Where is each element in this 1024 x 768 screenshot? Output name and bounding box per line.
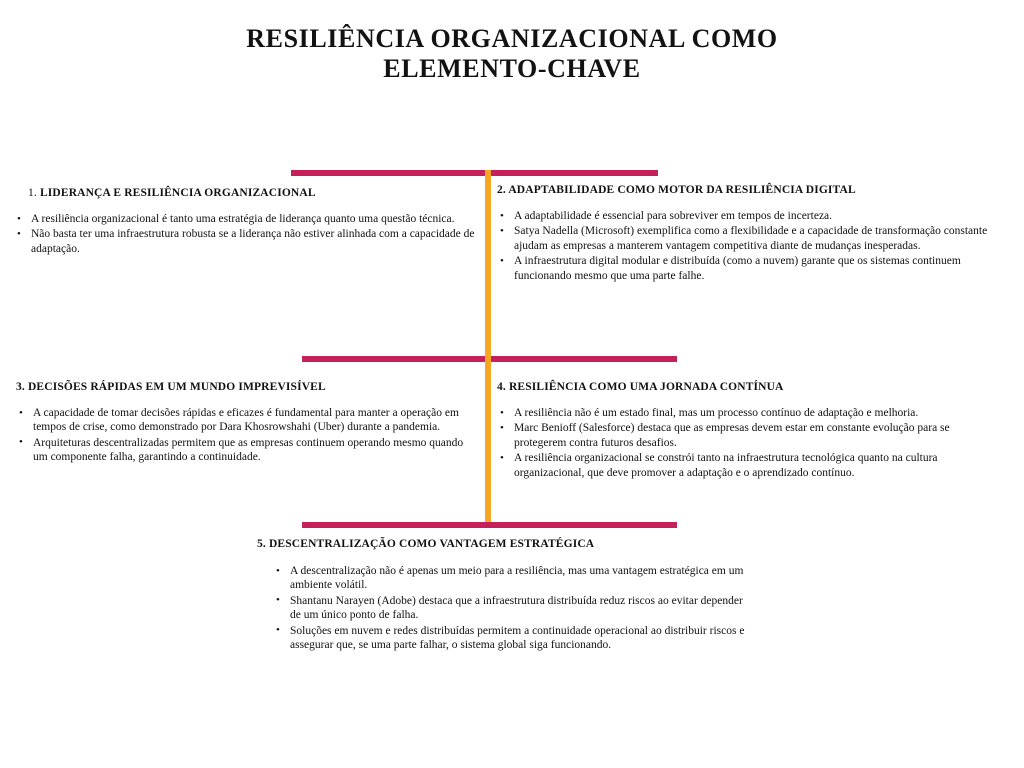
list-item: • Arquiteturas descentralizadas permitem que as empresas continuem operando mesmo quando um componente falha, garantindo a continuidade. <box>16 436 471 465</box>
section-1-number: 1. <box>28 187 37 199</box>
section-panel-3 <box>16 380 471 466</box>
section-4-heading <box>497 380 997 394</box>
list-item: • Não basta ter uma infraestrutura robusta se a liderança não estiver alinhada com a capacidade de adaptação. <box>14 227 479 256</box>
section-5-heading <box>245 537 745 551</box>
page-title <box>0 24 1024 84</box>
section-panel-4 <box>497 380 997 481</box>
list-item: • A descentralização não é apenas um meio para a resiliência, mas uma vantagem estratégica em um ambiente volátil. <box>273 564 745 593</box>
section-4-title: RESILIÊNCIA COMO UMA JORNADA CONTÍNUA <box>508 381 784 393</box>
section-4-bullet-list <box>497 406 997 480</box>
section-3-title: DECISÕES RÁPIDAS EM UM MUNDO IMPREVISÍVEL <box>27 381 326 393</box>
section-2-bullet-list <box>497 209 997 283</box>
section-panel-1 <box>14 186 479 257</box>
section-3-heading <box>16 380 471 394</box>
section-5-number: 5. <box>257 538 266 550</box>
divider-top-horizontal <box>291 170 658 176</box>
list-item: • Satya Nadella (Microsoft) exemplifica como a flexibilidade e a capacidade de transformação constante ajudam as empresas a manterem vantagem competitiva diante de mudanças inesperadas. <box>497 224 997 253</box>
page-title-line-2: ELEMENTO-CHAVE <box>383 54 641 83</box>
list-item: • Marc Benioff (Salesforce) destaca que as empresas devem estar em constante evolução para se protegerem contra futuros desafios. <box>497 421 997 450</box>
section-panel-5 <box>245 537 745 653</box>
list-item: • A resiliência organizacional é tanto uma estratégia de liderança quanto uma questão técnica. <box>14 212 479 226</box>
list-item: • A capacidade de tomar decisões rápidas e eficazes é fundamental para manter a operação em tempos de crise, como demonstrado por Dara Khosrowshahi (Uber) durante a pandemia. <box>16 406 471 435</box>
section-3-bullet-list <box>16 406 471 465</box>
section-1-bullet-list <box>14 212 479 256</box>
section-2-heading <box>497 183 997 197</box>
page-title-line-1: RESILIÊNCIA ORGANIZACIONAL COMO <box>246 24 778 53</box>
divider-bottom-horizontal <box>302 522 677 528</box>
section-3-number: 3. <box>16 381 25 393</box>
section-2-number: 2. <box>497 184 506 196</box>
list-item: • A adaptabilidade é essencial para sobreviver em tempos de incerteza. <box>497 209 997 223</box>
list-item: • A infraestrutura digital modular e distribuída (como a nuvem) garante que os sistemas continuem funcionando mesmo que uma parte falhe. <box>497 254 997 283</box>
list-item: • Soluções em nuvem e redes distribuídas permitem a continuidade operacional ao distribuir riscos e assegurar que, se uma parte falhar, o sistema global siga funcionando. <box>273 624 745 653</box>
list-item: • Shantanu Narayen (Adobe) destaca que a infraestrutura distribuída reduz riscos ao evitar depender de um único ponto de falha. <box>273 594 745 623</box>
section-2-title: ADAPTABILIDADE COMO MOTOR DA RESILIÊNCIA DIGITAL <box>508 184 856 196</box>
section-5-bullet-list <box>245 564 745 652</box>
section-1-heading <box>14 186 479 200</box>
list-item: • A resiliência organizacional se constrói tanto na infraestrutura tecnológica quanto na cultura organizacional, que deve promover a adaptação e o aprendizado contínuo. <box>497 451 997 480</box>
divider-vertical <box>485 170 491 522</box>
section-1-title: LIDERANÇA E RESILIÊNCIA ORGANIZACIONAL <box>39 187 316 199</box>
section-4-number: 4. <box>497 381 506 393</box>
list-item: • A resiliência não é um estado final, mas um processo contínuo de adaptação e melhoria. <box>497 406 997 420</box>
section-panel-2 <box>497 183 997 284</box>
section-5-title: DESCENTRALIZAÇÃO COMO VANTAGEM ESTRATÉGICA <box>268 538 595 550</box>
